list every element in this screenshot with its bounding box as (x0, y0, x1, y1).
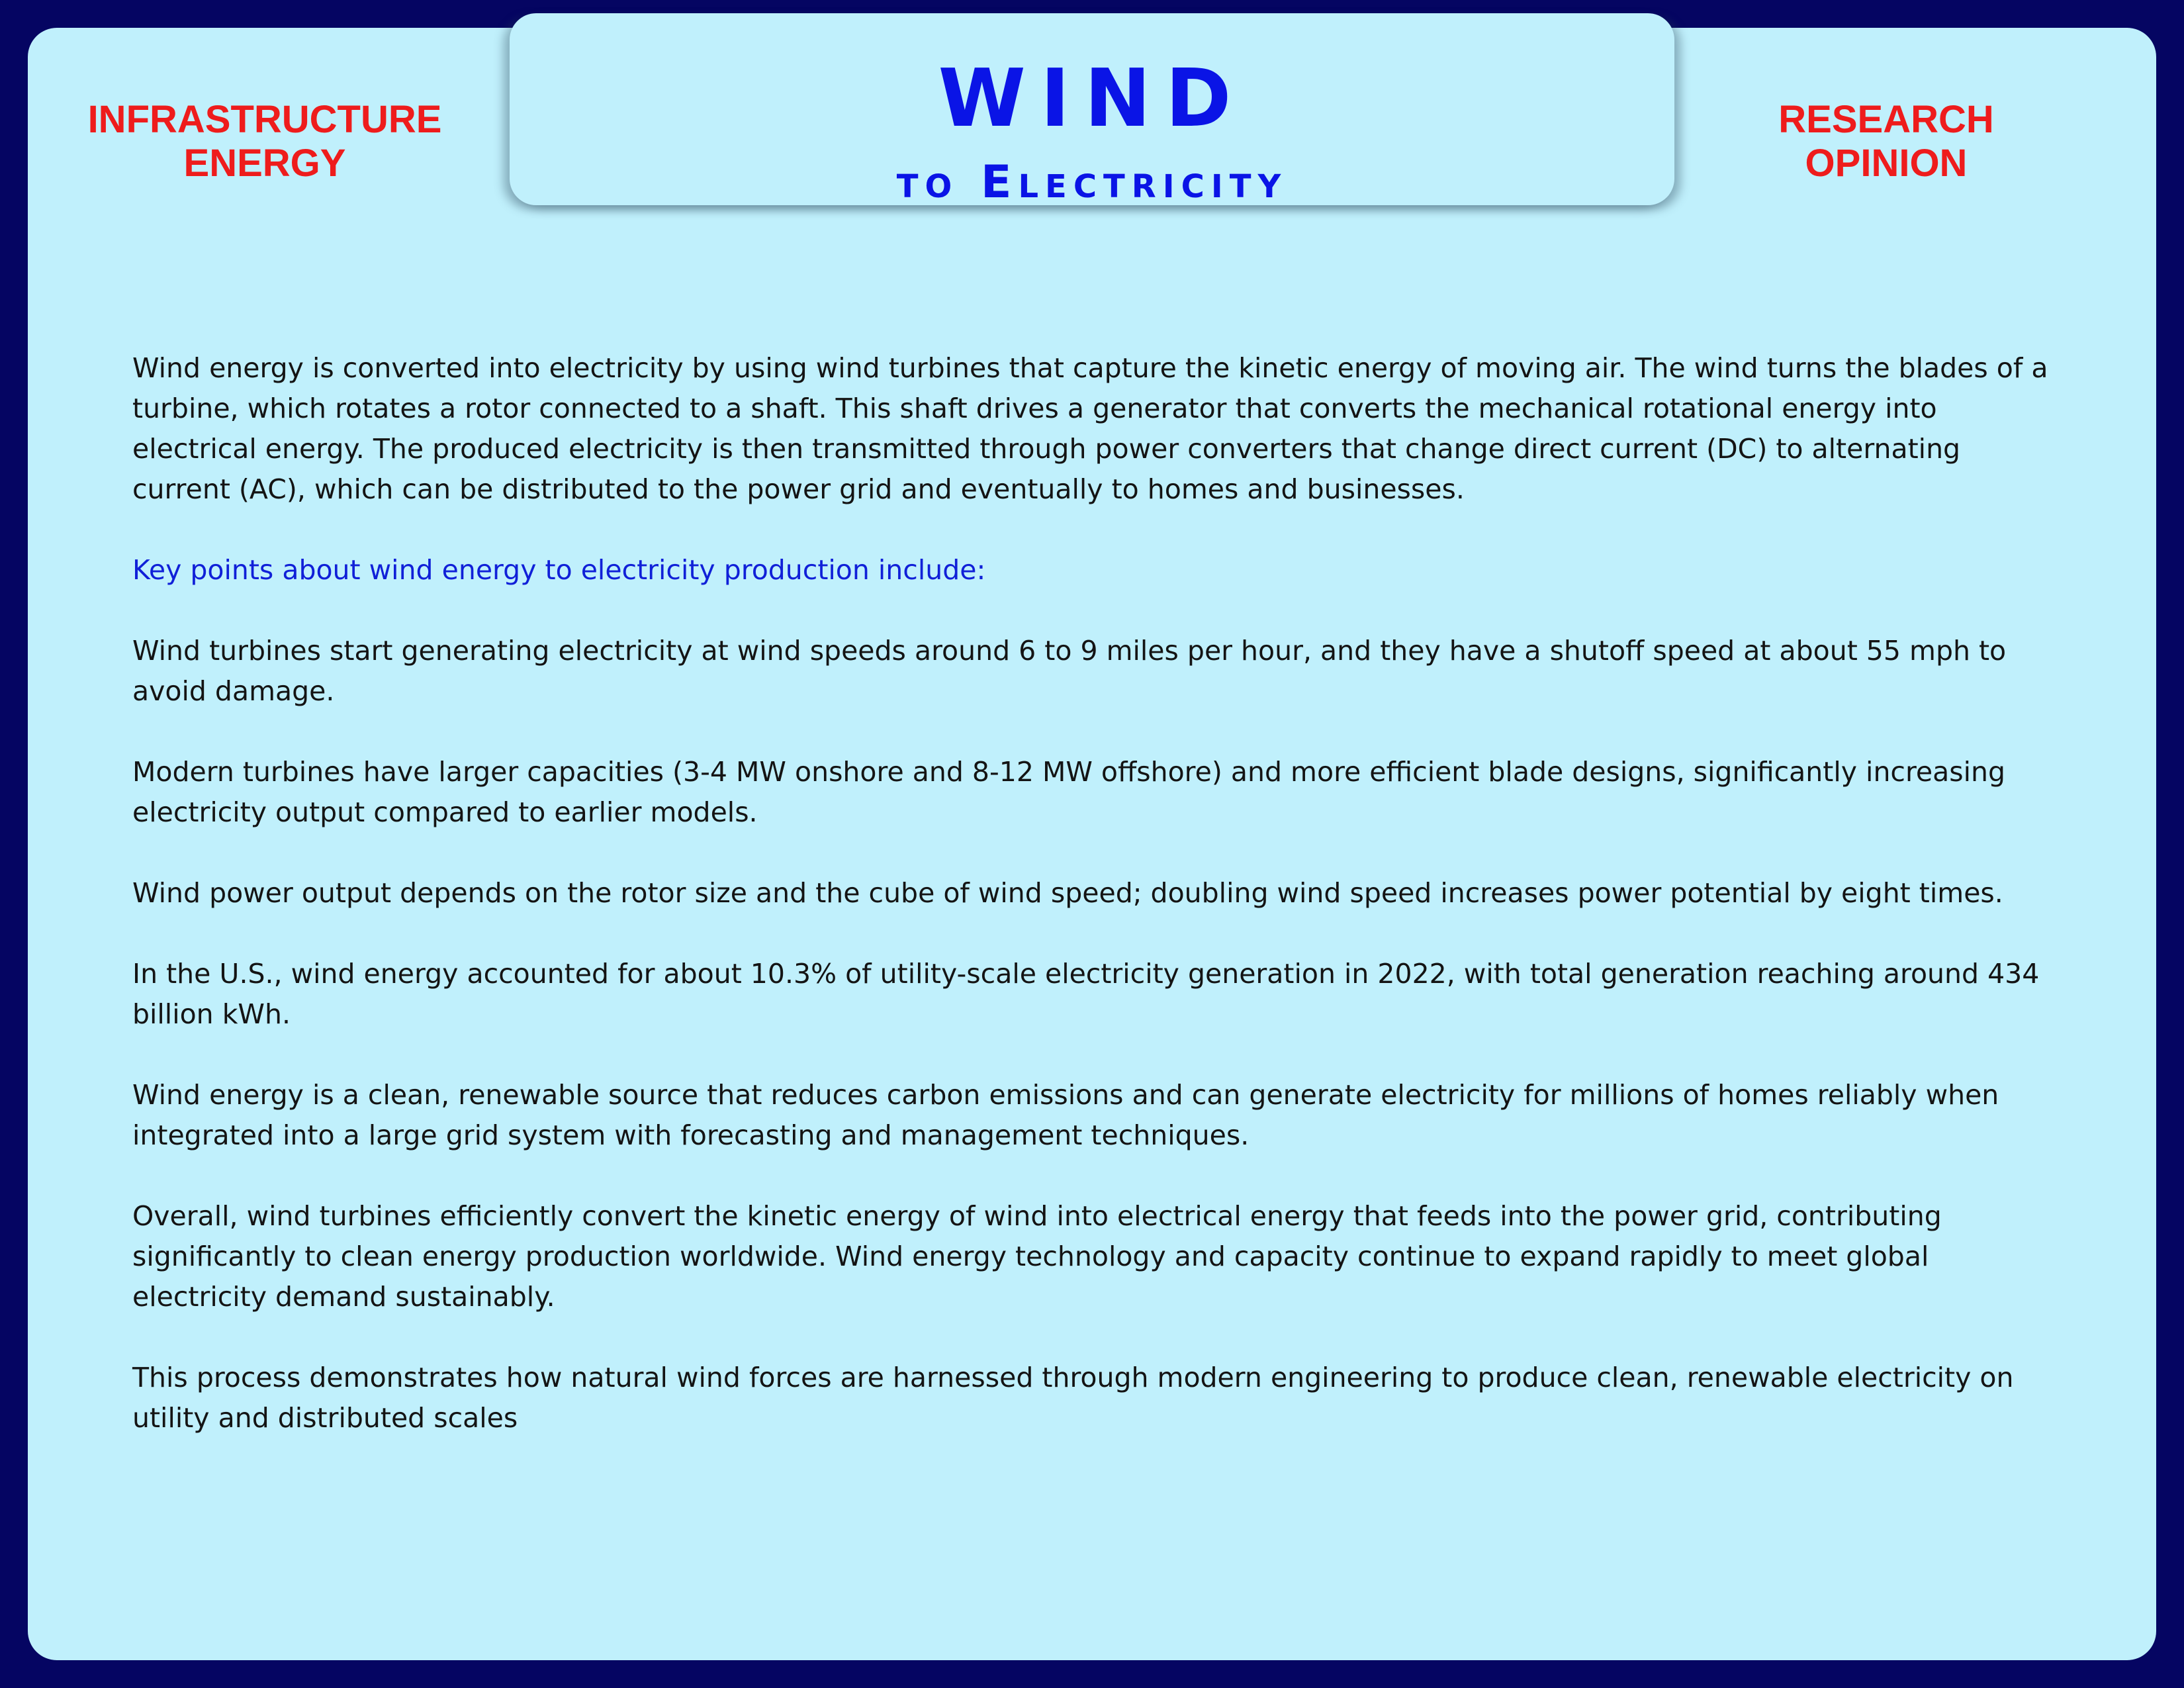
category-label-right-line2: OPINION (1805, 142, 1968, 185)
article-body (132, 348, 2052, 1479)
category-label-left (53, 98, 477, 185)
page-title: WIND (938, 53, 1246, 145)
key-point: Wind energy is a clean, renewable source that reduces carbon emissions and can generate electricity for millions of homes reliably when integrated into a large grid system with forecasting and management techniques. (132, 1079, 1999, 1151)
closing-paragraph: This process demonstrates how natural wind forces are harnessed through modern engineering to produce clean, renewable electricity on utility and distributed scales (132, 1362, 2014, 1434)
key-point: Wind turbines start generating electricity at wind speeds around 6 to 9 miles per hour, and they have a shutoff speed at about 55 mph to avoid damage. (132, 635, 2007, 707)
intro-paragraph: Wind energy is converted into electricity by using wind turbines that capture the kinetic energy of moving air. The wind turns the blades of a turbine, which rotates a rotor connected to a shaft. This shaft drives a generator that converts the mechanical rotational energy into electrical energy. The produced electricity is then transmitted through power converters that change direct current (DC) to alternating current (AC), which can be distributed to the power grid and eventually to homes and businesses. (132, 352, 2048, 505)
title-tab (510, 13, 1674, 209)
overall-paragraph: Overall, wind turbines efficiently convert the kinetic energy of wind into electrical energy that feeds into the power grid, contributing significantly to clean energy production worldwide. Wind energy technology and capacity continue to expand rapidly to meet global electricity demand sustainably. (132, 1200, 1942, 1313)
category-label-left-line2: ENERGY (183, 142, 346, 185)
key-point: Wind power output depends on the rotor size and the cube of wind speed; doubling wind speed increases power potential by eight times. (132, 877, 2003, 909)
category-label-left-line1: INFRASTRUCTURE (87, 98, 442, 141)
key-points-heading: Key points about wind energy to electricity production include: (132, 554, 986, 586)
category-label-right-line1: RESEARCH (1778, 98, 1994, 141)
page-subtitle: to Electricity (896, 156, 1288, 209)
category-label-right (1674, 98, 2098, 185)
key-point: In the U.S., wind energy accounted for about 10.3% of utility-scale electricity generation in 2022, with total generation reaching around 434 billion kWh. (132, 958, 2040, 1030)
key-point: Modern turbines have larger capacities (3-4 MW onshore and 8-12 MW offshore) and more efficient blade designs, significantly increasing electricity output compared to earlier models. (132, 756, 2006, 828)
